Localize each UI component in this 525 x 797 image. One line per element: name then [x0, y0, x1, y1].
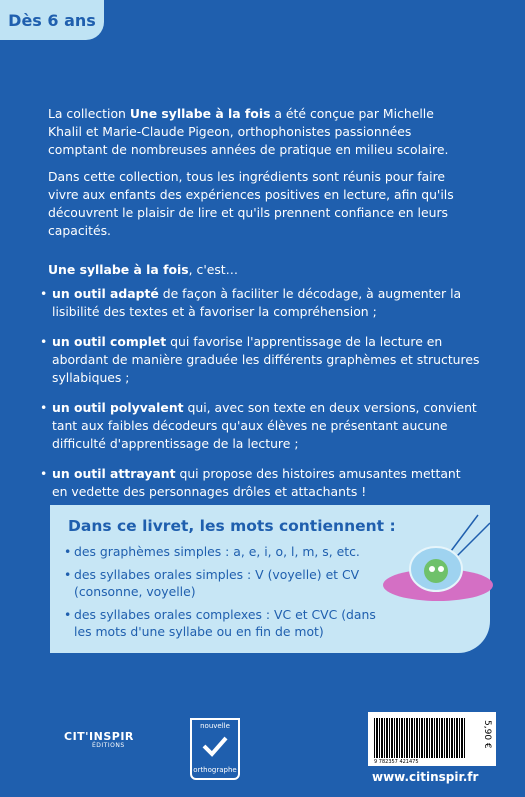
barcode-number: 9 782357 421475	[374, 759, 419, 765]
list-item	[40, 285, 480, 321]
alien-head	[424, 559, 448, 583]
list-item-bold: un outil attrayant	[52, 466, 176, 481]
list-item	[40, 333, 480, 387]
list-heading	[48, 262, 238, 277]
list-item-text: qui, avec son texte en deux versions, convient tant aux faibles décodeurs qu'aux élèves ne présentant aucune difficulté d'apprentissage de la lecture ;	[52, 400, 477, 451]
badge-text-top: nouvelle	[200, 722, 230, 730]
info-box-item: • des graphèmes simples : a, e, i, o, l, m, s, etc.	[64, 543, 394, 560]
info-box-title: Dans ce livret, les mots contiennent :	[68, 517, 396, 535]
alien-eye	[438, 566, 444, 572]
price: 5,90 €	[482, 720, 492, 749]
list-item-bold: un outil polyvalent	[52, 400, 184, 415]
ufo-line	[456, 523, 490, 557]
alien-ufo-illustration	[378, 505, 508, 625]
publisher-name: CIT'INSPIR	[64, 730, 134, 743]
list-item-bold: un outil adapté	[52, 286, 159, 301]
list-item-bold: un outil complet	[52, 334, 167, 349]
orthography-badge	[190, 718, 240, 780]
info-box-item: • des syllabes orales complexes : VC et CVC (dans les mots d'une syllabe ou en fin de mot)	[64, 606, 394, 640]
collection-name: Une syllabe à la fois	[129, 106, 271, 121]
list-item-text: qui favorise l'apprentissage de la lecture en abordant de manière graduée les différents graphèmes et structures syllabiques ;	[52, 334, 480, 385]
list-item	[40, 465, 480, 501]
info-box-item: • des syllabes orales simples : V (voyelle) et CV (consonne, voyelle)	[64, 566, 394, 600]
features-list	[40, 285, 480, 513]
heading-rest: , c'est…	[188, 262, 239, 277]
alien-eye	[429, 566, 435, 572]
list-item-text: qui propose des histoires amusantes mettant en vedette des personnages drôles et attachants !	[52, 466, 461, 499]
barcode-box	[368, 712, 496, 766]
barcode-icon	[374, 718, 466, 758]
list-item-text: de façon à faciliter le décodage, à augmenter la lisibilité des textes et à favoriser la compréhension ;	[52, 286, 462, 319]
website: www.citinspir.fr	[372, 770, 479, 784]
publisher-sub: ÉDITIONS	[92, 742, 125, 749]
publisher-logo	[64, 730, 134, 749]
age-badge: Dès 6 ans	[0, 0, 104, 40]
checkmark-icon	[192, 732, 238, 762]
intro-paragraph-1	[48, 105, 468, 159]
intro-text: a été conçue par Michelle Khalil et Marie-Claude Pigeon, orthophonistes passionnées comptant de nombreuses années de pratique en milieu scolaire.	[48, 106, 449, 157]
intro-text: La collection	[48, 106, 130, 121]
list-item	[40, 399, 480, 453]
info-box-list	[64, 543, 394, 646]
badge-text-bottom: orthographe	[193, 766, 237, 774]
heading-bold: Une syllabe à la fois	[48, 262, 189, 277]
intro-paragraph-2: Dans cette collection, tous les ingrédients sont réunis pour faire vivre aux enfants des expériences positives en lecture, afin qu'ils découvrent le plaisir de lire et qu'ils prennent confiance en leurs capacités.	[48, 169, 454, 238]
